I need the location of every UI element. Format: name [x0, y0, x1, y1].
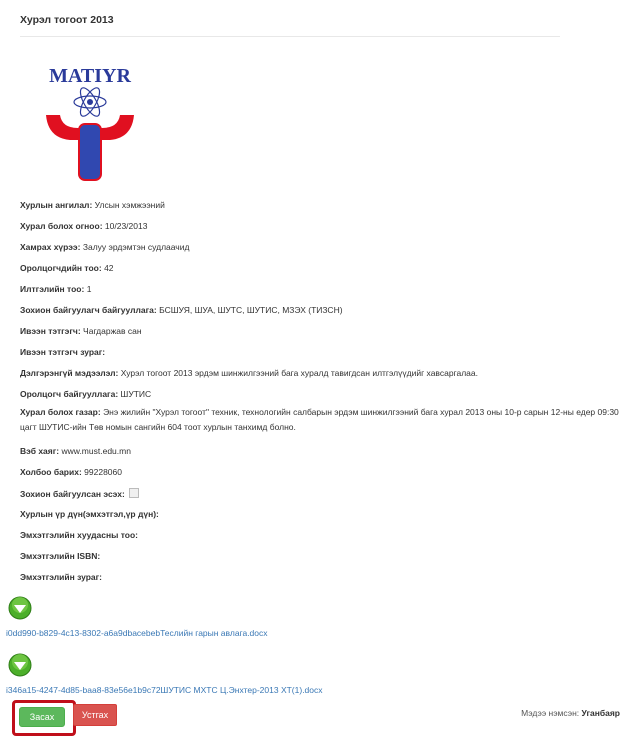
field-date: Хурал болох огноо: 10/23/2013	[20, 221, 148, 231]
attachment-link[interactable]: i0dd990-b829-4c13-8302-a6a9dbacebebТеслийн гарын авлага.docx	[6, 628, 268, 638]
field-proceedings-image: Эмхэтгэлийн зураг:	[20, 572, 102, 582]
field-sponsor: Ивээн тэтгэгч: Чагдаржав сан	[20, 326, 142, 336]
field-participating-org: Оролцогч байгууллага: ШУТИС	[20, 389, 152, 399]
field-isbn: Эмхэтгэлийн ISBN:	[20, 551, 101, 561]
field-sponsor-image: Ивээн тэтгэгч зураг:	[20, 347, 106, 357]
organized-checkbox[interactable]	[129, 488, 139, 498]
field-scope: Хамрах хүрээ: Залуу эрдэмтэн судлаачид	[20, 242, 190, 252]
field-website: Вэб хаяг: www.must.edu.mn	[20, 446, 131, 456]
edit-button[interactable]: Засах	[19, 707, 65, 727]
attachment-link[interactable]: i346a15-4247-4d85-baa8-83e56e1b9c72ШУТИС МХТС Ц.Энхтер-2013 ХТ(1).docx	[6, 685, 323, 695]
field-contact: Холбоо барих: 99228060	[20, 467, 122, 477]
editor-info: Мэдээ нэмсэн: Уганбаяр	[521, 708, 620, 718]
download-icon[interactable]	[8, 653, 32, 677]
editor-name: Уганбаяр	[581, 708, 620, 718]
field-organized: Зохион байгуулсан эсэх:	[20, 488, 139, 499]
delete-button[interactable]: Устгах	[73, 704, 117, 726]
title-divider	[20, 36, 560, 37]
field-proceedings-pages: Эмхэтгэлийн хуудасны тоо:	[20, 530, 139, 540]
field-organizer: Зохион байгуулагч байгууллага: БСШУЯ, ШУА, ШУТС, ШУТИС, МЗЭХ (ТИЗСН)	[20, 305, 343, 315]
logo-text: MATIYR	[49, 65, 131, 87]
field-details: Дэлгэрэнгүй мэдээлэл: Хурэл тогоот 2013 эрдэм шинжилгээний бага хуралд тавигдсан илтгэлүүдийг хавсаргалаа.	[20, 368, 478, 378]
field-papers: Илтгэлийн тоо: 1	[20, 284, 92, 294]
logo	[40, 60, 140, 182]
field-category: Хурлын ангилал: Улсын хэмжээний	[20, 200, 165, 210]
field-result: Хурлын үр дүн(эмхэтгэл,үр дүн):	[20, 509, 159, 519]
field-venue: Хурал болох газар: Энэ жилийн "Хурэл тогоот" техник, технологийн салбарын эрдэм шинжилгээний бага хурал 2013 оны 10-р сарын 12-ны едер 09:30 цагт ШУТИС-ийн Төв номын сангийн 604 тоот хурлын танхимд болно.	[20, 407, 619, 432]
edit-button-highlight	[12, 700, 76, 736]
page-title: Хурэл тогоот 2013	[20, 14, 114, 26]
download-icon[interactable]	[8, 596, 32, 620]
field-participants: Оролцогчдийн тоо: 42	[20, 263, 114, 273]
